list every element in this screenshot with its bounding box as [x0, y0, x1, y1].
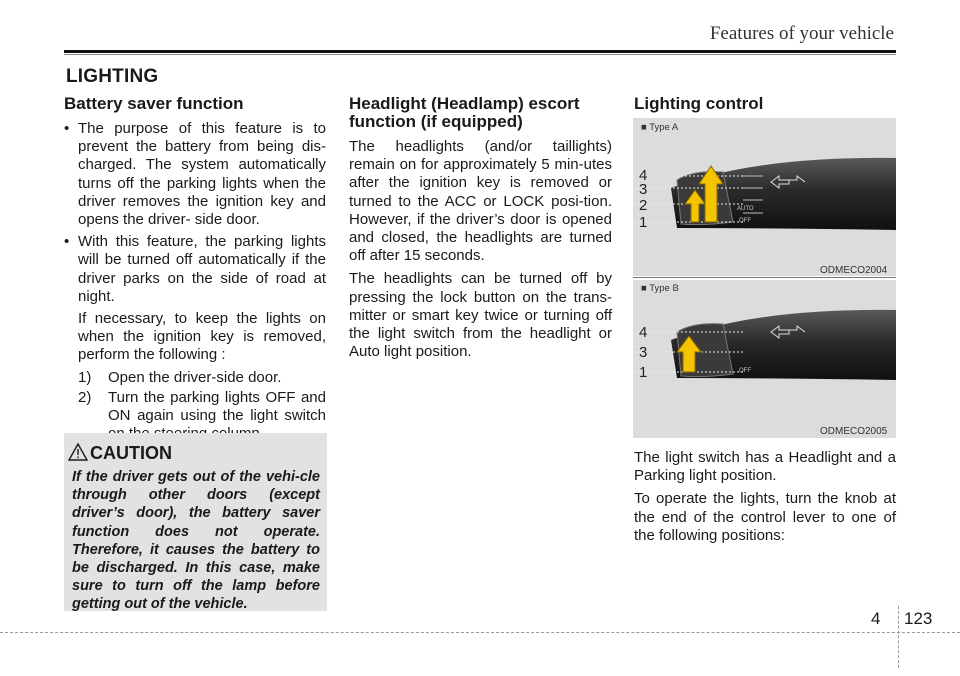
step-text: Open the driver-side door.	[108, 368, 282, 386]
header-rule-thin	[64, 54, 896, 55]
footer-separator	[898, 606, 900, 668]
figure-a-code: ODMECO2004	[820, 265, 888, 276]
escort-heading-line2: function (if equipped)	[349, 112, 523, 131]
lighting-paragraph-2: To operate the lights, turn the knob at the end of the control lever to one of the following positions:	[634, 490, 896, 544]
battery-saver-heading: Battery saver function	[64, 94, 244, 113]
position-number: 2	[639, 197, 648, 214]
bullet-item	[64, 120, 326, 229]
off-label: OFF	[739, 218, 751, 224]
running-header: Features of your vehicle	[709, 23, 894, 44]
step-number: 2)	[78, 388, 92, 406]
light-switch-figure-type-b	[633, 280, 896, 438]
light-switch-figure-type-a	[633, 118, 896, 276]
off-label: OFF	[739, 368, 751, 374]
type-a-label: ■ Type A	[641, 122, 679, 133]
warning-triangle-icon	[68, 443, 88, 461]
lighting-control-body	[634, 449, 896, 550]
bullet-text: The purpose of this feature is to prevent the battery from being dis-charged. The system automatically turns off the parking lights when the driver removes the ignition key and opens the driver- side door.	[78, 120, 326, 229]
position-number: 3	[639, 344, 648, 361]
escort-body	[349, 138, 612, 366]
light-switch-illustration	[633, 280, 896, 438]
position-number: 4	[639, 167, 648, 184]
caution-title: CAUTION	[90, 443, 172, 463]
position-number: 1	[639, 364, 648, 381]
step-number: 1)	[78, 368, 92, 386]
header-rule	[64, 50, 896, 53]
step-item	[78, 369, 326, 387]
caution-text: If the driver gets out of the vehi-cle through other doors (except driver’s door), the battery saver function does not operate. Therefore, it causes the battery to be discharged. In this case, make sure to turn off the lamp before getting out of the vehicle.	[72, 469, 320, 613]
escort-heading-line1: Headlight (Headlamp) escort	[349, 94, 580, 113]
bullet-item	[64, 233, 326, 306]
sub-paragraph: If necessary, to keep the lights on when the ignition key is removed, perform the following :	[78, 310, 326, 364]
figure-a-rule	[633, 277, 896, 278]
figure-b-code: ODMECO2005	[820, 426, 888, 437]
position-number: 1	[639, 214, 648, 231]
section-title: LIGHTING	[66, 66, 159, 87]
step-text: Turn the parking lights OFF and ON again using the light switch	[108, 388, 326, 425]
position-number: 3	[639, 181, 648, 198]
lighting-control-heading: Lighting control	[634, 94, 764, 113]
chapter-number: 4	[871, 609, 881, 628]
escort-paragraph-1: The headlights (and/or taillights) remain on for approximately 5 min-utes after the ignition key is removed or turned to the ACC or LOCK posi-tion. However, if the driver’s door is opened and closed, the headlights are turned off after 15 seconds.	[349, 138, 612, 265]
auto-label: AUTO	[737, 206, 754, 212]
light-switch-illustration	[633, 118, 896, 276]
battery-saver-body	[64, 120, 326, 445]
type-b-label: ■ Type B	[641, 283, 679, 294]
page-number: 123	[904, 609, 933, 628]
bullet-dot: •	[64, 233, 70, 251]
escort-heading	[349, 95, 612, 131]
bullet-dot: •	[64, 120, 70, 137]
footer-rule	[0, 632, 960, 633]
escort-paragraph-2: The headlights can be turned off by pressing the lock button on the trans-mitter or smart key twice or turning off the light switch from the headlight or Auto light position.	[349, 270, 612, 361]
lighting-paragraph-1: The light switch has a Headlight and a Parking light position.	[634, 449, 896, 485]
bullet-text: With this feature, the parking lights will be turned off automatically if the driver parks on the side of road at night.	[78, 233, 326, 305]
position-number: 4	[639, 324, 648, 341]
